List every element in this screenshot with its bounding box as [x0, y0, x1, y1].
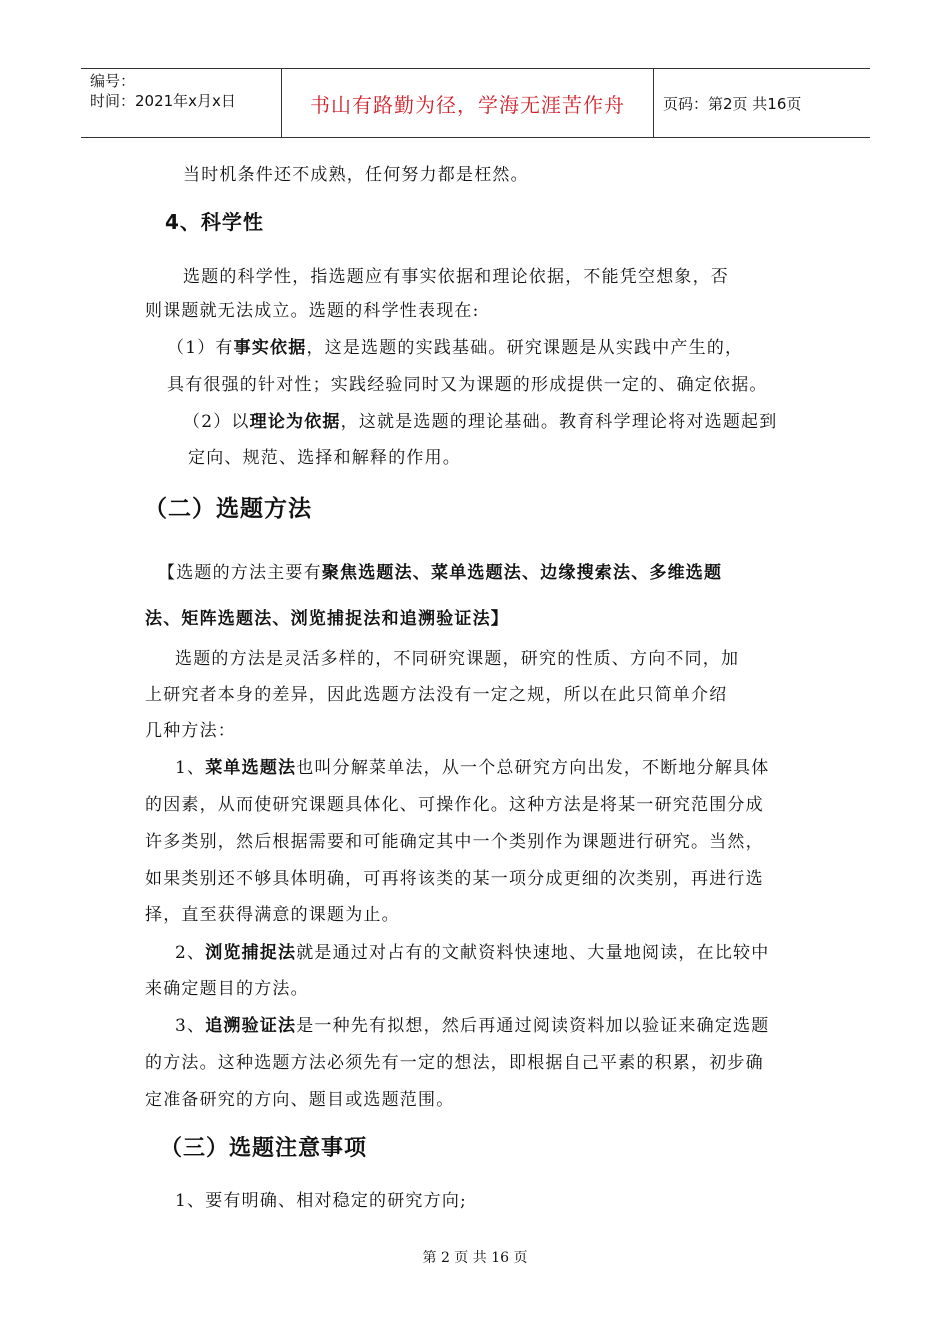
paragraph-line: 的方法。这种选题方法必须先有一定的想法，即根据自己平素的积累，初步确: [145, 1053, 764, 1073]
paragraph-line: 如果类别还不够具体明确，可再将该类的某一项分成更细的次类别，再进行选: [145, 869, 764, 889]
emphasis-menu-method: 菜单选题法: [205, 758, 297, 778]
heading-notes: （三）选题注意事项: [160, 1136, 368, 1161]
heading-methods: （二）选题方法: [144, 496, 312, 522]
paragraph-line: 定向、规范、选择和解释的作用。: [188, 448, 461, 468]
paragraph-line: 的因素，从而使研究课题具体化、可操作化。这种方法是将某一研究范围分成: [145, 795, 764, 815]
paragraph-line: 1、要有明确、相对稳定的研究方向;: [175, 1191, 467, 1211]
paragraph-line: 则课题就无法成立。选题的科学性表现在:: [145, 301, 480, 321]
paragraph-line: 定准备研究的方向、题目或选题范围。: [145, 1090, 455, 1110]
document-date: 时间：2021年x月x日: [90, 92, 236, 110]
paragraph-line: 法、矩阵选题法、浏览捕捉法和追溯验证法】: [145, 609, 509, 629]
paragraph-line: （2）以理论为依据，这就是选题的理论基础。教育科学理论将对选题起到: [183, 412, 778, 432]
paragraph-line: 上研究者本身的差异，因此选题方法没有一定之规，所以在此只简单介绍: [145, 685, 728, 705]
paragraph-line: 2、浏览捕捉法就是通过对占有的文献资料快速地、大量地阅读，在比较中: [175, 943, 770, 963]
header-meta: [81, 69, 282, 137]
paragraph-line: 【选题的方法主要有聚焦选题法、菜单选题法、边缘搜索法、多维选题: [158, 563, 723, 583]
paragraph-line: 1、菜单选题法也叫分解菜单法，从一个总研究方向出发，不断地分解具体: [175, 758, 770, 778]
header-motto: 书山有路勤为径，学海无涯苦作舟: [282, 69, 654, 137]
emphasis-browse-method: 浏览捕捉法: [205, 943, 297, 963]
paragraph-line: 择，直至获得满意的课题为止。: [145, 905, 400, 925]
header-page-number: 页码：第2页 共16页: [663, 94, 802, 113]
emphasis-theory-basis: 理论为依据: [249, 412, 341, 432]
paragraph-line: 选题的方法是灵活多样的，不同研究课题，研究的性质、方向不同，加: [175, 649, 740, 669]
paragraph-line: 3、追溯验证法是一种先有拟想，然后再通过阅读资料加以验证来确定选题: [175, 1016, 770, 1036]
paragraph-line: 几种方法：: [145, 721, 236, 741]
paragraph-line: 许多类别，然后根据需要和可能确定其中一个类别作为课题进行研究。当然，: [145, 832, 764, 852]
paragraph-line: 当时机条件还不成熟，任何努力都是枉然。: [183, 165, 529, 185]
paragraph-line: 具有很强的针对性；实践经验同时又为课题的形成提供一定的、确定依据。: [167, 375, 768, 395]
document-number: 编号：: [90, 72, 136, 90]
emphasis-trace-method: 追溯验证法: [205, 1016, 297, 1036]
emphasis-fact-basis: 事实依据: [233, 338, 307, 358]
heading-science: 4、科学性: [165, 210, 264, 234]
page-footer: 第 2 页 共 16 页: [422, 1250, 528, 1266]
page-header: [81, 68, 870, 138]
paragraph-line: （1）有事实依据，这是选题的实践基础。研究课题是从实践中产生的，: [167, 338, 744, 358]
paragraph-line: 选题的科学性，指选题应有事实依据和理论依据，不能凭空想象，否: [183, 267, 729, 287]
paragraph-line: 来确定题目的方法。: [145, 979, 309, 999]
emphasis-method-list: 聚焦选题法、菜单选题法、边缘搜索法、多维选题: [321, 563, 723, 583]
